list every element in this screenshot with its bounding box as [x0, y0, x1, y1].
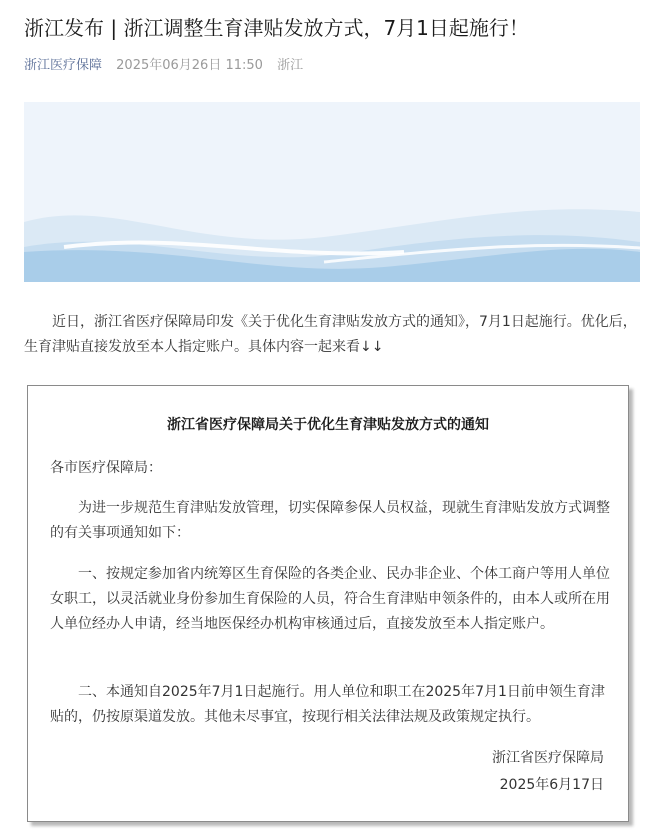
notice-paragraph-3: 二、本通知自2025年7月1日起施行。用人单位和职工在2025年7月1日前申领生育津贴的，仍按原渠道发放。其他未尽事宜，按现行相关法律法规及政策规定执行。 [50, 684, 605, 725]
notice-document-image [27, 385, 629, 822]
notice-paragraph-1: 为进一步规范生育津贴发放管理，切实保障参保人员权益，现就生育津贴发放方式调整的有关事项通知如下： [50, 500, 610, 541]
notice-salutation: 各市医疗保障局： [50, 460, 162, 476]
notice-issuer: 浙江省医疗保障局 [492, 750, 604, 766]
publish-datetime: 2025年06月26日 11:50 [116, 58, 263, 73]
notice-title: 浙江省医疗保障局关于优化生育津贴发放方式的通知 [167, 417, 489, 433]
article-meta [24, 54, 303, 73]
account-name-link[interactable]: 浙江医疗保障 [24, 58, 103, 73]
notice-paragraph-2: 一、按规定参加省内统筹区生育保险的各类企业、民办非企业、个体工商户等用人单位女职工，以灵活就业身份参加生育保险的人员，符合生育津贴申领条件的，由本人或所在用人单位经办人申请，经当地医保经办机构审核通过后，直接发放至本人指定账户。 [50, 566, 610, 632]
publish-location: 浙江 [277, 58, 304, 73]
notice-date: 2025年6月17日 [499, 777, 604, 793]
intro-paragraph: 近日，浙江省医疗保障局印发《关于优化生育津贴发放方式的通知》，7月1日起施行。优化后，生育津贴直接发放至本人指定账户。具体内容一起来看↓↓ [24, 314, 637, 355]
header-banner-image [24, 102, 640, 282]
wave-illustration [24, 102, 640, 282]
article-title: 浙江发布 | 浙江调整生育津贴发放方式，7月1日起施行！ [24, 16, 529, 40]
